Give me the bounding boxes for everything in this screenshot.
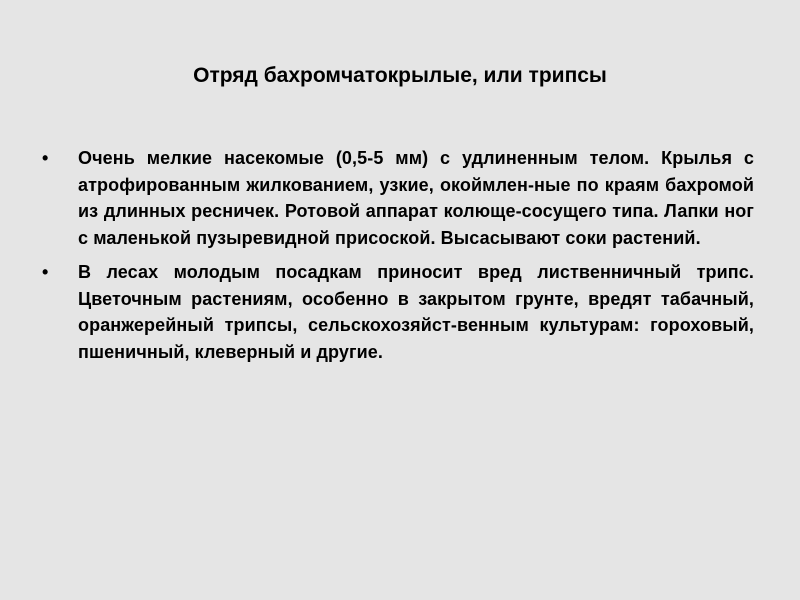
slide-title: Отряд бахромчатокрылые, или трипсы [193, 64, 607, 87]
bullet-item-1 [42, 145, 754, 251]
bullet-text-1: Очень мелкие насекомые (0,5-5 мм) с удлиненным телом. Крылья с атрофированным жилкованием, узкие, окоймлен-ные по краям бахромой из длинных ресничек. Ротовой аппарат колюще-сосущего типа. Лапки ног с маленькой пузыревидной присоской. Высасывают соки растений. [78, 148, 754, 248]
bullet-item-2 [42, 259, 754, 365]
bullet-icon: • [42, 262, 49, 282]
bullet-list [42, 145, 754, 373]
bullet-icon: • [42, 148, 49, 168]
bullet-text-2: В лесах молодым посадкам приносит вред лиственничный трипс. Цветочным растениям, особенно в закрытом грунте, вредят табачный, оранжерейный трипсы, сельскохозяйст-венным культурам: гороховый, пшеничный, клеверный и другие. [78, 262, 754, 362]
